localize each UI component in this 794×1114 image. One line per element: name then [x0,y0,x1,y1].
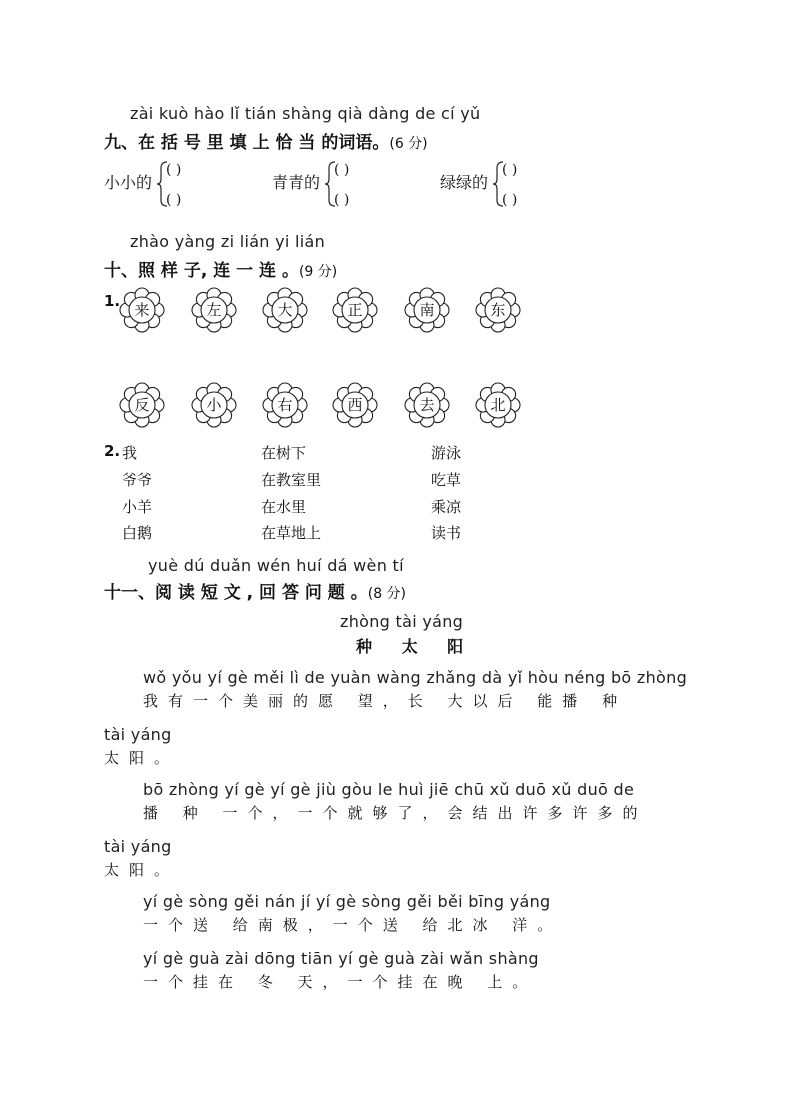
flower-card[interactable] [191,287,237,333]
passage-line-pinyin: tài yáng [104,725,172,744]
passage-line-text: 一个送 给南极，一个送 给北冰 洋。 [143,916,563,934]
match-left-item[interactable]: 我 [122,444,138,462]
flower-character: 西 [347,396,363,414]
q9-group-2 [272,160,442,220]
match-left-item[interactable]: 爷爷 [122,471,153,489]
passage-line-text: 一个挂在 冬 天，一个挂在晚 上。 [143,973,538,991]
q9-group-3 [440,160,610,220]
q10-heading [104,256,337,281]
flower-card[interactable] [262,382,308,428]
flower-card[interactable] [475,287,521,333]
q9-blank[interactable]: ( ) [502,162,518,178]
q10-pinyin: zhào yàng zi lián yi lián [130,232,326,251]
passage-line-text: 太阳。 [104,749,180,767]
flower-character: 左 [206,301,222,319]
match-left-item[interactable]: 小羊 [122,498,153,516]
match-left-item[interactable]: 白鹅 [122,524,153,542]
flower-card[interactable] [262,287,308,333]
passage-line-pinyin: yí gè sòng gěi nán jí yí gè sòng gěi běi bīng yáng [143,892,551,911]
flower-card[interactable] [332,287,378,333]
match-middle-item[interactable]: 在草地上 [261,524,322,542]
flower-card[interactable] [191,382,237,428]
q9-heading-text: 九、在 括 号 里 填 上 恰 当 的词语。 [104,133,390,153]
q9-blank[interactable]: ( ) [166,192,182,208]
q10-part2-number: 2. [104,442,121,460]
passage-title-pinyin: zhòng tài yáng [340,612,464,631]
q9-group-1 [104,160,274,220]
flower-card[interactable] [404,287,450,333]
q10-heading-text: 十、照 样 子, 连 一 连 。 [104,261,299,281]
passage-line-pinyin: yí gè guà zài dōng tiān yí gè guà zài wǎn shàng [143,949,539,968]
flower-card[interactable] [332,382,378,428]
flower-character: 去 [419,396,435,414]
flower-character: 右 [277,396,293,414]
flower-character: 小 [206,396,222,414]
flower-character: 反 [134,396,150,414]
q9-blank[interactable]: ( ) [334,162,350,178]
q9-blank[interactable]: ( ) [334,192,350,208]
flower-character: 东 [490,301,506,319]
match-right-item[interactable]: 读书 [431,524,462,542]
flower-card[interactable] [475,382,521,428]
q9-group-label: 小小的 [104,173,153,192]
q9-pinyin: zài kuò hào lǐ tián shàng qià dàng de cí yǔ [130,104,481,123]
q10-score: (9 分) [298,264,338,280]
q9-group-label: 青青的 [272,173,321,192]
flower-character: 正 [347,301,363,319]
flower-character: 来 [134,301,150,319]
flower-card[interactable] [119,287,165,333]
flower-card[interactable] [119,382,165,428]
passage-line-pinyin: tài yáng [104,837,172,856]
q9-blank[interactable]: ( ) [502,192,518,208]
q10-part1-number: 1. [104,292,121,310]
match-right-item[interactable]: 乘凉 [431,498,462,516]
flower-character: 南 [419,301,435,319]
q11-pinyin: yuè dú duǎn wén huí dá wèn tí [148,556,404,575]
q11-heading-text: 十一、阅 读 短 文 , 回 答 问 题 。 [104,583,368,603]
q9-score: (6 分) [389,136,428,152]
flower-character: 北 [490,396,506,414]
match-right-item[interactable]: 吃草 [431,471,462,489]
match-middle-item[interactable]: 在树下 [261,444,307,462]
q11-score: (8 分) [367,586,407,602]
flower-character: 大 [277,301,293,319]
match-right-item[interactable]: 游泳 [431,444,462,462]
q11-heading [104,578,406,603]
passage-line-text: 我有一个美丽的愿 望，长 大以后 能播 种 [143,692,628,710]
q9-blank[interactable]: ( ) [166,162,182,178]
q9-group-label: 绿绿的 [440,173,489,192]
passage-line-pinyin: wǒ yǒu yí gè měi lì de yuàn wàng zhǎng dà yǐ hòu néng bō zhòng [143,668,688,687]
passage-title: 种 太 阳 [356,637,476,656]
passage-line-text: 播 种 一个，一个就够了，会结出许多许多的 [143,804,648,822]
passage-line-text: 太阳。 [104,861,180,879]
match-middle-item[interactable]: 在水里 [261,498,307,516]
q9-heading [104,128,428,153]
match-middle-item[interactable]: 在教室里 [261,471,322,489]
flower-card[interactable] [404,382,450,428]
passage-line-pinyin: bō zhòng yí gè yí gè jiù gòu le huì jiē chū xǔ duō xǔ duō de [143,780,635,799]
